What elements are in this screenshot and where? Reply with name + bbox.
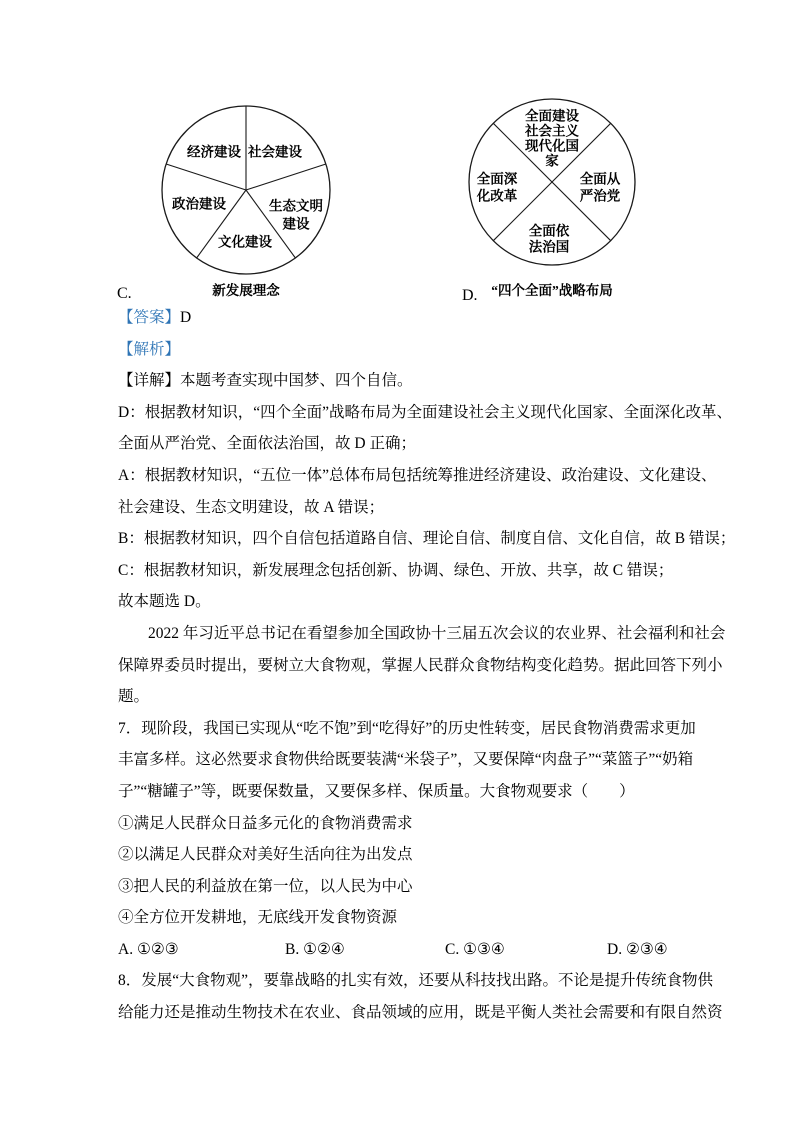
answer-value: D xyxy=(180,309,192,326)
question7-option-d: D. ②③④ xyxy=(607,940,668,958)
explanation-line: 社会建设、生态文明建设，故 A 错误； xyxy=(118,498,385,516)
material-line: 保障界委员时提出，要树立大食物观，掌握人民群众食物结构变化趋势。据此回答下列小 xyxy=(118,656,723,674)
slice-label-cultural: 文化建设 xyxy=(218,234,272,250)
detail-line xyxy=(118,365,718,397)
four-comprehensives-pie-diagram xyxy=(452,82,652,282)
choice-d-letter: D. xyxy=(462,287,478,304)
slice-label-political: 政治建设 xyxy=(172,196,226,212)
answer-line xyxy=(118,302,718,334)
analysis-line xyxy=(118,334,718,366)
slice-label-economic: 经济建设 xyxy=(187,144,241,160)
four-comprehensives-caption: “四个全面”战略布局 xyxy=(491,283,613,298)
question7-stem-line: 子”“糖罐子”等，既要保数量，又要保多样、保质量。大食物观要求（ ） xyxy=(118,782,635,800)
analysis-label: 【解析】 xyxy=(118,340,181,358)
slice-label-reform-line1: 全面深 xyxy=(476,171,518,187)
question8-stem-line: 8．发展“大食物观”，要靠战略的扎实有效，还要从科技找出路。不论是提升传统食物供 xyxy=(118,972,714,990)
question7-option-c: C. ①③④ xyxy=(445,940,505,958)
detail-label: 【详解】 xyxy=(118,372,181,390)
question7-item-3: ③把人民的利益放在第一位，以人民为中心 xyxy=(118,877,413,895)
explanation-line: D：根据教材知识，“四个全面”战略布局为全面建设社会主义现代化国家、全面深化改革、 xyxy=(118,403,732,421)
five-in-one-caption: 新发展理念 xyxy=(212,283,280,298)
question7-option-a: A. ①②③ xyxy=(118,940,179,958)
question7-stem-line: 7．现阶段，我国已实现从“吃不饱”到“吃得好”的历史性转变，居民食物消费需求更加 xyxy=(118,719,696,737)
slice-label-party-line1: 全面从 xyxy=(579,171,621,187)
slice-label-build-line3: 现代化国 xyxy=(525,138,579,154)
explanation-line: 全面从严治党、全面依法治国，故 D 正确； xyxy=(118,435,416,453)
question7-option-b: B. ①②④ xyxy=(285,940,345,958)
slice-label-reform-line2: 化改革 xyxy=(476,188,518,204)
pie-divider xyxy=(166,164,246,190)
figures-row xyxy=(0,0,794,305)
slice-label-eco-line2: 建设 xyxy=(282,216,310,232)
body-text xyxy=(118,302,736,1029)
question7-options-row xyxy=(118,934,718,966)
slice-label-eco-line1: 生态文明 xyxy=(269,198,323,214)
question7-item-1: ①满足人民群众日益多元化的食物消费需求 xyxy=(118,814,413,832)
material-line: 题。 xyxy=(118,688,150,706)
slice-label-build-line2: 社会主义 xyxy=(525,123,579,139)
question7-item-2: ②以满足人民群众对美好生活向往为出发点 xyxy=(118,846,413,864)
slice-label-build-line4: 家 xyxy=(545,153,559,169)
material-line: 2022 年习近平总书记在看望参加全国政协十三届五次会议的农业界、社会福利和社会 xyxy=(148,624,726,642)
question8-stem-line: 给能力还是推动生物技术在农业、食品领域的应用，既是平衡人类社会需要和有限自然资 xyxy=(118,1004,723,1022)
choice-c-letter: C. xyxy=(117,285,132,302)
answer-label: 【答案】 xyxy=(118,309,181,326)
slice-label-social: 社会建设 xyxy=(248,144,302,160)
slice-label-party-line2: 严治党 xyxy=(579,188,621,204)
explanation-conclusion: 故本题选 D。 xyxy=(118,593,211,611)
slice-label-law-line1: 全面依 xyxy=(528,223,570,239)
slice-label-build-line1: 全面建设 xyxy=(525,108,579,124)
detail-text: 本题考查实现中国梦、四个自信。 xyxy=(180,372,413,390)
explanation-line: A：根据教材知识，“五位一体”总体布局包括统筹推进经济建设、政治建设、文化建设、 xyxy=(118,466,717,484)
explanation-line: B：根据教材知识，四个自信包括道路自信、理论自信、制度自信、文化自信，故 B 错误； xyxy=(118,530,736,548)
five-in-one-pie-diagram xyxy=(146,90,346,290)
explanation-line: C：根据教材知识，新发展理念包括创新、协调、绿色、开放、共享，故 C 错误； xyxy=(118,561,674,579)
pie-divider xyxy=(246,164,326,190)
slice-label-law-line2: 法治国 xyxy=(528,239,570,255)
question7-item-4: ④全方位开发耕地，无底线开发食物资源 xyxy=(118,909,398,927)
question7-stem-line: 丰富多样。这必然要求食物供给既要装满“米袋子”，又要保障“肉盘子”“菜篮子”“奶箱 xyxy=(118,751,694,769)
